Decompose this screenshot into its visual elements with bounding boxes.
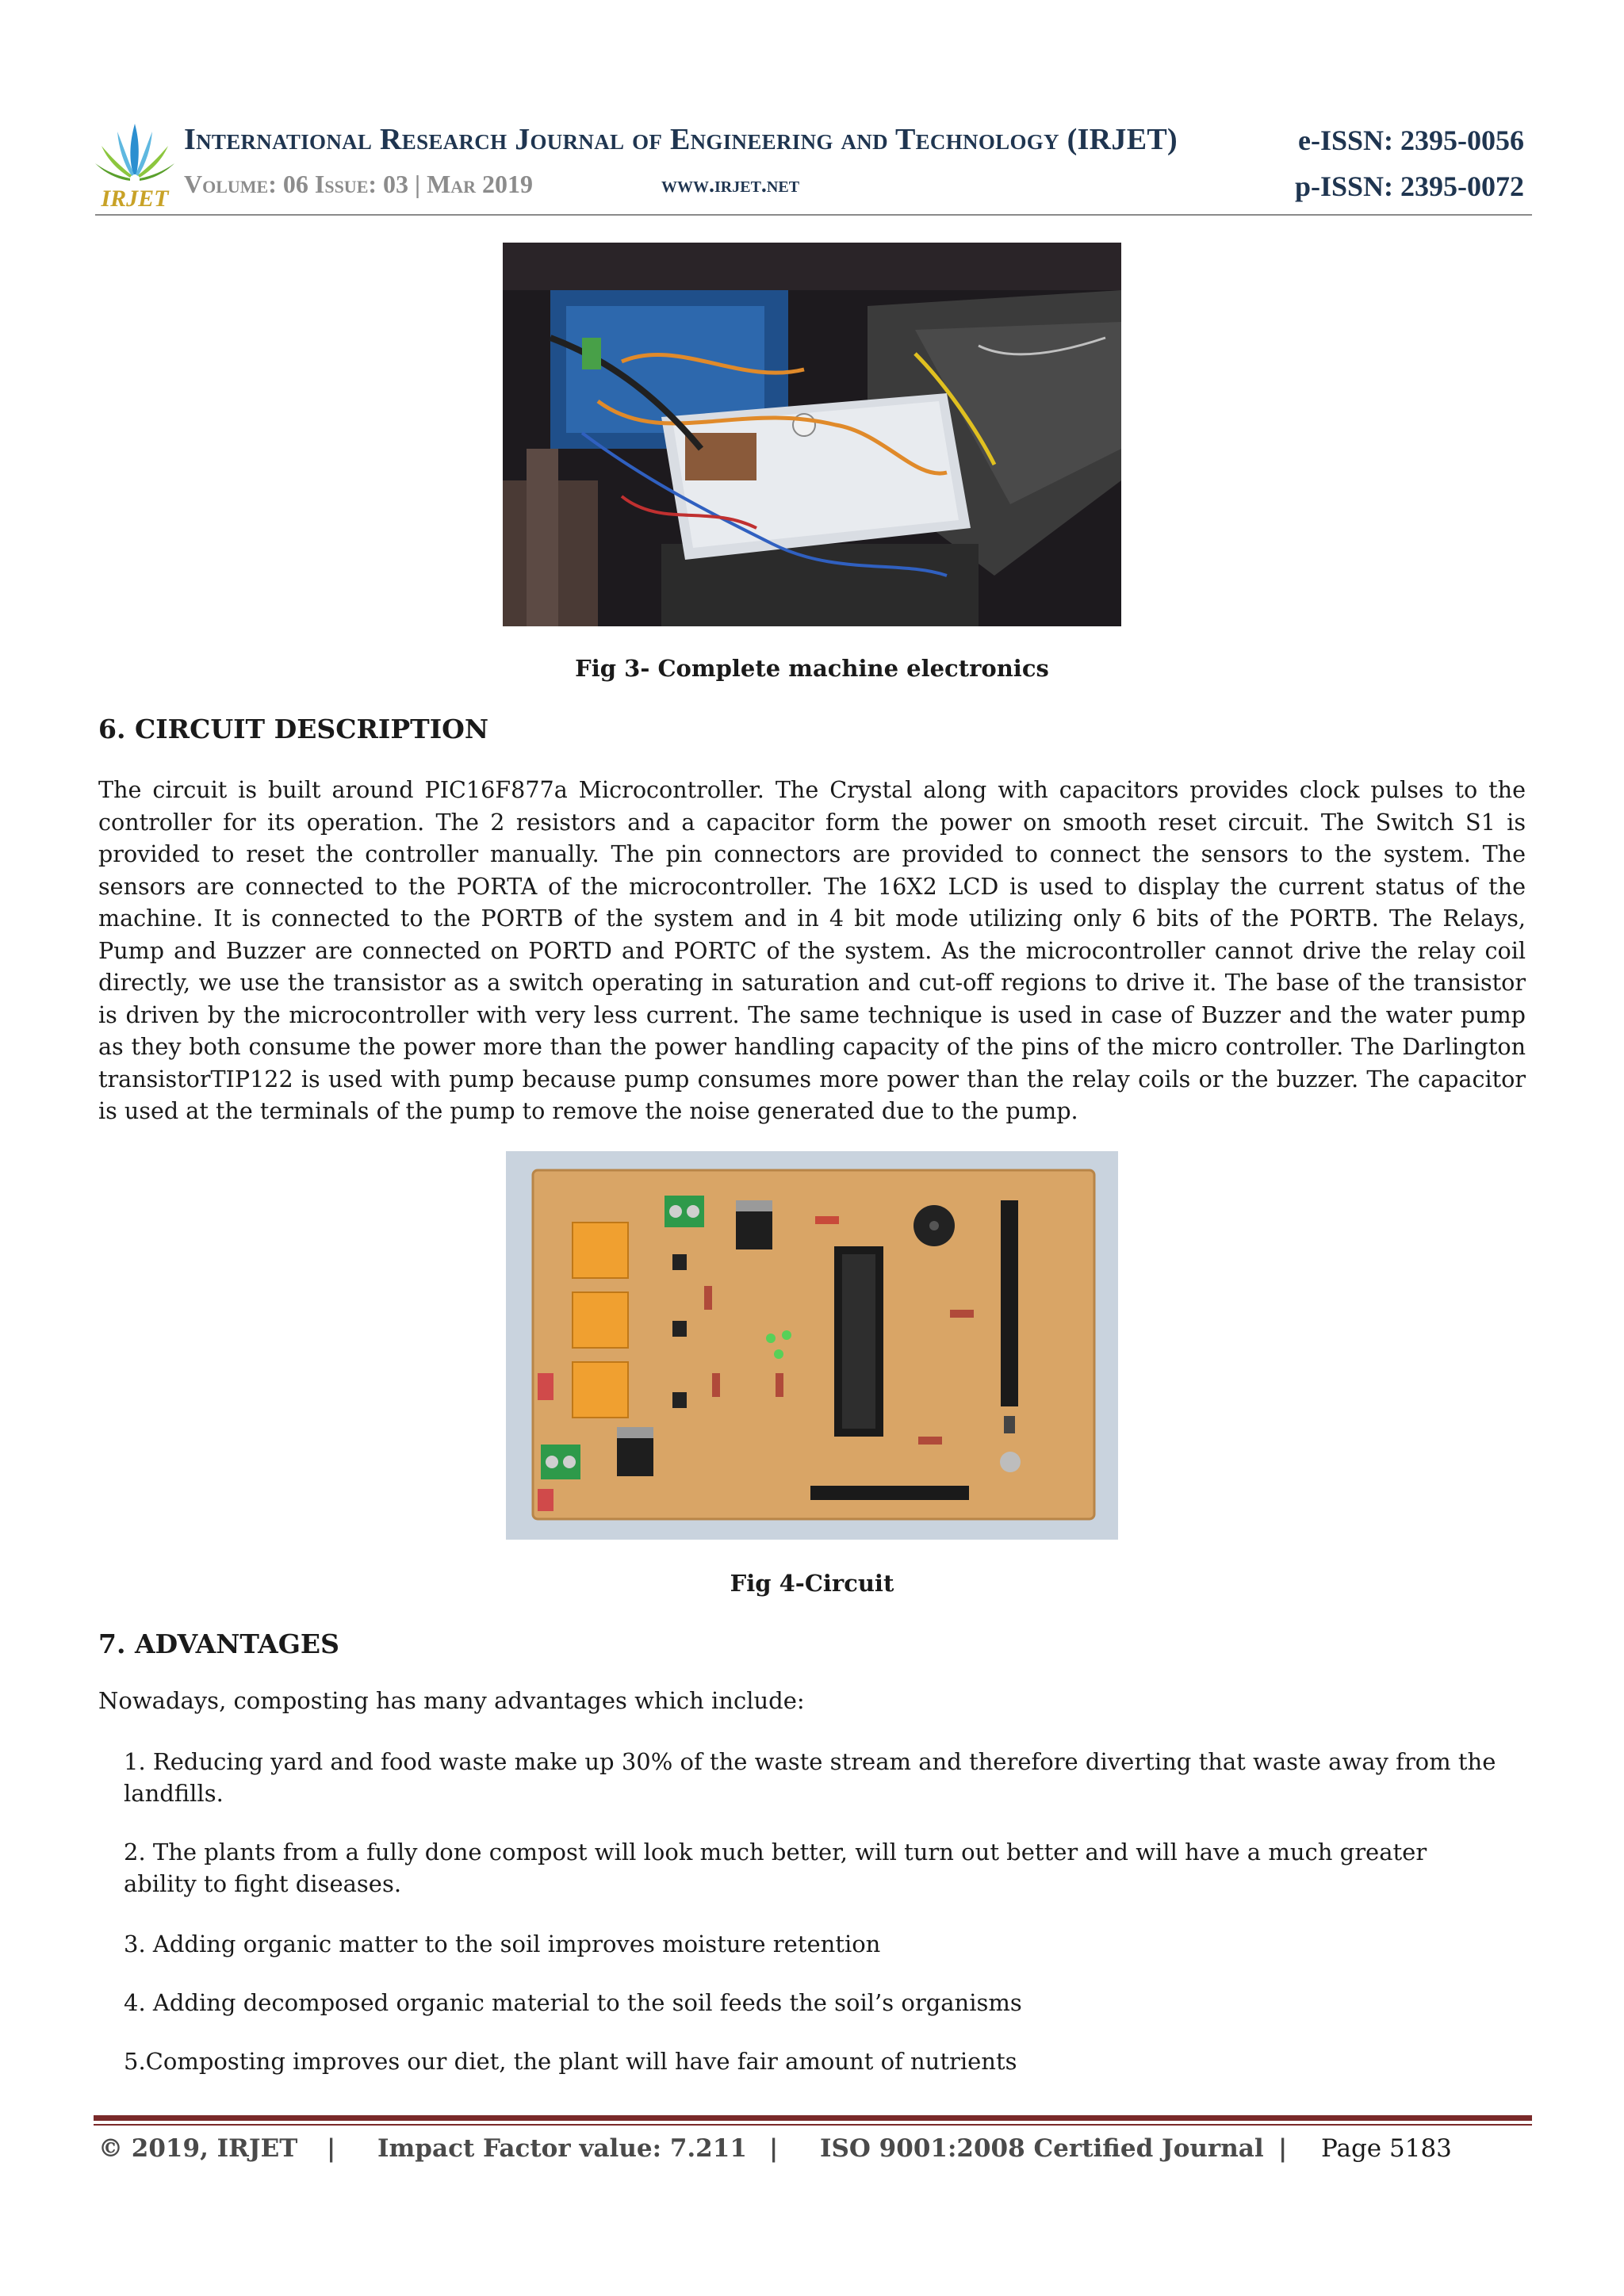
p-issn: p-ISSN: 2395-0072 bbox=[1294, 170, 1524, 202]
header-divider bbox=[95, 214, 1532, 216]
advantage-item: 4. Adding decomposed organic material to the soil feeds the soil’s organisms bbox=[124, 1989, 1022, 2016]
logo-text: IRJET bbox=[101, 186, 169, 212]
figure-3-machine-electronics-photo bbox=[503, 243, 1121, 626]
section-7-heading: 7. ADVANTAGES bbox=[98, 1628, 339, 1659]
footer-copyright: © 2019, IRJET bbox=[98, 2134, 298, 2163]
advantage-item: 1. Reducing yard and food waste make up 30% of the waste stream and therefore diverting that waste away from the landfills. bbox=[124, 1748, 1496, 1807]
footer-rule-thick bbox=[94, 2115, 1532, 2121]
advantage-item: 5.Composting improves our diet, the plant will have fair amount of nutrients bbox=[124, 2048, 1017, 2075]
footer-iso: ISO 9001:2008 Certified Journal bbox=[820, 2134, 1264, 2163]
footer-impact-factor: Impact Factor value: 7.211 bbox=[377, 2134, 747, 2163]
advantages-intro: Nowadays, composting has many advantages which include: bbox=[98, 1687, 805, 1714]
volume-issue: Volume: 06 Issue: 03 | Mar 2019 bbox=[184, 170, 534, 198]
footer-separator: | bbox=[327, 2134, 336, 2163]
journal-title: International Research Journal of Engineering and Technology (IRJET) bbox=[184, 123, 1178, 156]
section-6-heading: 6. CIRCUIT DESCRIPTION bbox=[98, 714, 489, 744]
footer-separator: | bbox=[769, 2134, 779, 2163]
advantage-item: 2. The plants from a fully done compost will look much better, will turn out better and will have a much greater ability to fight diseases. bbox=[124, 1839, 1427, 1897]
page-footer bbox=[98, 2134, 1534, 2166]
figure-3-caption: Fig 3- Complete machine electronics bbox=[575, 655, 1049, 682]
circuit-description-paragraph: The circuit is built around PIC16F877a Microcontroller. The Crystal along with capacitors provides clock pulses to the controller for its operation. The 2 resistors and a capacitor form the power on smooth reset circuit. The Switch S1 is provided to reset the controller manually. The pin connectors are provided to connect the sensors to the system. The sensors are connected to the PORTA of the microcontroller. The 16X2 LCD is used to display the current status of the machine. It is connected to the PORTB of the system and in 4 bit mode utilizing only 6 bits of the PORTB. The Relays, Pump and Buzzer are connected on PORTD and PORTC of the system. As the microcontroller cannot drive the relay coil directly, we use the transistor as a switch operating in saturation and cut-off regions to drive it. The base of the transistor is driven by the microcontroller with very less current. The same technique is used in case of Buzzer and the water pump as they both consume the power more than the power handling capacity of the pins of the micro controller. The Darlington transistorTIP122 is used with pump because pump consumes more power than the relay coils or the buzzer. The capacitor is used at the terminals of the pump to remove the noise generated due to the pump. bbox=[98, 776, 1526, 1124]
irjet-logo bbox=[94, 117, 176, 212]
e-issn: e-ISSN: 2395-0056 bbox=[1298, 124, 1524, 156]
journal-website-link[interactable]: www.irjet.net bbox=[661, 173, 800, 197]
advantage-item: 3. Adding organic matter to the soil improves moisture retention bbox=[124, 1931, 881, 1957]
figure-4-caption: Fig 4-Circuit bbox=[730, 1570, 894, 1597]
figure-4-circuit-photo bbox=[506, 1151, 1118, 1540]
footer-separator: | bbox=[1278, 2134, 1288, 2163]
footer-rule-thin bbox=[94, 2124, 1532, 2126]
footer-page-number: Page 5183 bbox=[1321, 2134, 1452, 2163]
